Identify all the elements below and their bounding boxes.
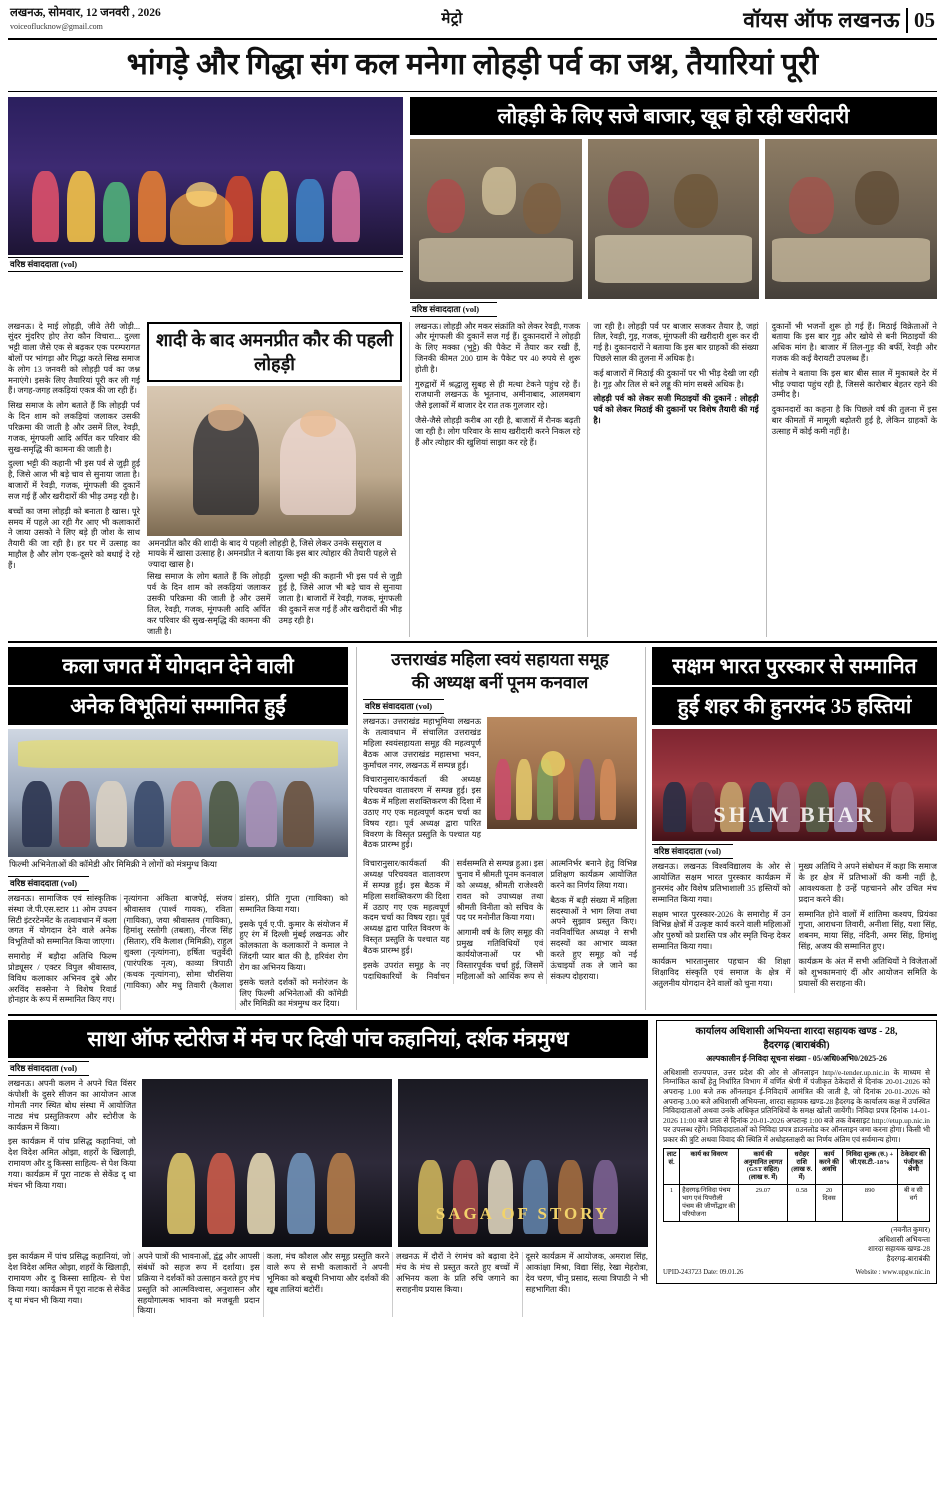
story-women-group bbox=[356, 647, 637, 1010]
th-cost: कार्य की अनुमानित लागत (GST सहित) (लाख रु. में) bbox=[739, 1148, 788, 1185]
contact-email: voiceoflucknow@gmail.com bbox=[10, 21, 103, 31]
lead-col4-body: दुकानों भी भजनों शुरू हो गई हैं। मिठाई विक्रेताओं ने बताया कि इस बार गुड़ और खोये से बनी मिठाइयों की अधिक मांग है। बाजार में तिल-गुड़ की बर्फी, रेवड़ी और गजक की कई वैरायटी उपलब्ध हैं। संतोष ने बताया कि इस बार बीस साल में मुकाबले देर में भीड़ ज्यादा पहुंच रही है, जिससे कारोबार बेहतर रहने की उम्मीद है। दुकानदारों का कहना है कि पिछले वर्ष की तुलना में इस बार कीमतों में मामूली बढ़ोतरी हुई है, लेकिन ग्राहकों के उत्साह में कोई कमी नहीं है। bbox=[771, 321, 937, 436]
lead-col2-body: लखनऊ। लोहड़ी और मकर संक्रांति को लेकर रेवड़ी, गजक और मूंगफली की दुकानें सज गई हैं। दुकानदारों ने लोहड़ी के लिए मक्का (भुट्टे) की पैकेट में तैयार कर रखी हैं, जिनकी कीमत 200 ग्राम के पैकेट पर 40 रुपये से शुरू होती है। गुरुद्वारों में श्रद्धालु सुबह से ही मत्था टेकने पहुंच रहे हैं। राजधानी लखनऊ के भूतनाथ, अमीनाबाद, आलमबाग जैसे इलाकों में बाजार देर रात तक गुलजार रहे। जैसे-जैसे लोहड़ी करीब आ रही है, बाजारों में रौनक बढ़ती जा रही है। लोग परिवार के साथ खरीदारी करने निकल रहे हैं और त्योहार की खुशियां साझा कर रहे हैं। bbox=[415, 321, 581, 447]
lead-col-4 bbox=[766, 322, 937, 638]
sign-name: (नवनीत कुमार) bbox=[890, 1225, 930, 1234]
td-class: बी व सी वर्ग bbox=[897, 1185, 929, 1222]
byline-market: वरिष्ठ संवाददाता (vol) bbox=[410, 302, 497, 317]
td-fee: 890 bbox=[842, 1185, 897, 1222]
page-number: 05 bbox=[906, 8, 935, 33]
stage-photo-block bbox=[8, 97, 403, 320]
tender-table bbox=[663, 1148, 930, 1222]
saga-banner: साथा ऑफ स्टोरीज में मंच पर दिखी पांच कहानियां, दर्शक मंत्रमुग्ध bbox=[8, 1020, 648, 1058]
masthead bbox=[0, 0, 945, 36]
saksham-byline: वरिष्ठ संवाददाता (vol) bbox=[652, 844, 733, 859]
lead-col-1 bbox=[8, 322, 140, 638]
th-work: कार्य का विवरण bbox=[680, 1148, 739, 1185]
art-banner-line2: अनेक विभूतियां सम्मानित हुईं bbox=[8, 687, 348, 725]
lead-col-3 bbox=[587, 322, 758, 638]
tender-table-header-row bbox=[664, 1148, 930, 1185]
market-photo-3 bbox=[765, 139, 937, 299]
td-emd: 0.58 bbox=[787, 1185, 815, 1222]
tender-notice-number: अल्पकालीन ई-निविदा सूचना संख्या - 05/अधि0अभि0/2025-26 bbox=[706, 1054, 887, 1064]
lead-photo-row bbox=[0, 97, 945, 320]
lead-col-2 bbox=[409, 322, 580, 638]
tender-paragraph: अधिशासी राज्यपाल, उत्तर प्रदेश की ओर से ऑनलाइन http//e-tender.up.nic.in के माध्यम से निम्नांकित कार्यों हेतु निर्धारित विभाग में वर्णित श्रेणी में पंजीकृत ठेकेदारों से दिनांक 20-01-2026 को अपरान्ह 1.00 बजे तक ऑनलाइन ई-निविदायें आमंत्रित की जाती है, जो दिनांक 20-01-2026 को अपरान्ह 3.00 बजे अधिशासी अभियन्ता, शारदा सहायक खण्ड-28 हैदरगढ़ के कार्यालय कक्ष में उपस्थित निविदादाताओं अथवा उनके अधिकृत प्रतिनिधियों के समक्ष खोली जायेंगी। निविदा प्रपत्र दिनांक 14-01-2026 11:00 बजे प्रातः से दिनांक 20-01-2026 अपरान्ह 1:00 बजे तक वेबसाइट http://etup.up.nic.in पर उपलब्ध रहेंगे। निविदादाताओं को निविदा प्रपत्र डाउनलोड कर ऑनलाइन जमा करना होगा। किसी भी प्रकार की त्रुटि अथवा विवाद की स्थिति में अधोहस्ताक्षरी का निर्णय अंतिम एवं सर्वमान्य होगा। bbox=[663, 1067, 930, 1145]
td-work: हैदरगढ़/निविदा पंचम भाग एवं पिपरौली पंचम की जीर्णोद्धार की परियोजना bbox=[680, 1185, 739, 1222]
women-group-photo bbox=[487, 717, 637, 829]
lead-col3-body: जा रही है। लोहड़ी पर्व पर बाजार सजकर तैयार है, जहां तिल, रेवड़ी, गुड़, गजक, मूंगफली की खरीदारी शुरू कर दी गई है। दुकानदारों ने बताया कि इस बार ग्राहकों की संख्या पिछले साल की तुलना में अधिक है। कई बाजारों में मिठाई की दुकानों पर भी भीड़ देखी जा रही है। गुड़ और तिल से बने लड्डू की मांग सबसे अधिक है। लोहड़ी पर्व को लेकर सजी मिठाइयों की दुकानें : लोहड़ी पर्व को लेकर मिठाई की दुकानों पर विशेष तैयारी की गई है। bbox=[593, 321, 759, 426]
wedding-body: सिख समाज के लोग बताते हैं कि लोहड़ी पर्व के दिन शाम को लकड़ियां जलाकर उसकी परिक्रमा की जाती है और उसमें तिल, रेवड़ी, गजक, मूंगफली आदि अर्पित कर परिवार की सुख-समृद्धि की कामना की जाती है। दुल्ला भट्टी की कहानी भी इस पर्व से जुड़ी हुई है, जिसे आज भी बड़े चाव से सुनाया जाता है। बाजारों में रेवड़ी, गजक, मूंगफली की दुकानें सज गई हैं और खरीदारों की भीड़ उमड़ रही है। bbox=[147, 572, 402, 636]
th-duration: कार्य करने की अवधि bbox=[816, 1148, 842, 1185]
lead-col1-body: लखनऊ। दे माई लोहड़ी, जीवे तेरी जोड़ी... सुंदर मुंदरिए होए तेरा कौन विचारा... दुल्ला भट्टी वाला जैसे एक से बढ़कर एक परम्परागत बोलों पर भांगड़ा और गिद्धा करते सिख समाज के लोग 13 जनवरी को लोहड़ी पर्व का जश्न मनाएंगे। इसके लिए तैयारियां पूरी कर ली गई हैं। जगह-जगह लकड़ियां एकत्र की जा रही हैं। सिख समाज के लोग बताते हैं कि लोहड़ी पर्व के दिन शाम को लकड़ियां जलाकर उसकी परिक्रमा की जाती है और उसमें तिल, रेवड़ी, गजक, मूंगफली आदि अर्पित कर परिवार की सुख-समृद्धि की कामना की जाती है। दुल्ला भट्टी की कहानी भी इस पर्व से जुड़ी हुई है, जिसे आज भी बड़े चाव से सुनाया जाता है। बाजारों में रेवड़ी, गजक, मूंगफली की दुकानें सज गई हैं और खरीदारों की भीड़ उमड़ रही है। बच्चों का जमा लोहड़ी को बनाता है खास। पूरे समय में पहले आ रही गैर आए भी कलाकारों ने जाया उसको ने लिए बड़े ही जोश के साथ तैयारी की जा रही है। हर घर में उत्साह का माहौल है और लोग एक-दूसरे को बधाई दे रहे हैं। bbox=[8, 321, 140, 570]
wedding-banner: शादी के बाद अमनप्रीत कौर की पहली लोहड़ी bbox=[147, 322, 402, 382]
story-saga bbox=[8, 1020, 648, 1317]
th-emd: धरोहर राशि (लाख रु. में) bbox=[787, 1148, 815, 1185]
section3-rule bbox=[8, 1014, 937, 1016]
tender-office-line-2: हैदरगढ़ (बाराबंकी) bbox=[763, 1039, 830, 1051]
tender-website: Website : www.upgw.nic.in bbox=[855, 1268, 930, 1276]
stage-photo bbox=[8, 97, 403, 255]
sign-designation: अधिशासी अभियन्ता bbox=[878, 1235, 930, 1244]
th-class: ठेकेदार की पंजीकृत श्रेणी bbox=[897, 1148, 929, 1185]
table-row bbox=[664, 1185, 930, 1222]
byline-left: वरिष्ठ संवाददाता (vol) bbox=[8, 257, 403, 272]
couple-photo bbox=[147, 386, 402, 536]
art-photo-caption: फिल्मी अभिनेताओं की कॉमेडी और मिमिक्री ने लोगों को मंत्रमुग्ध किया bbox=[9, 859, 217, 870]
saga-photo-2 bbox=[398, 1079, 648, 1247]
tender-office-line-1: कार्यालय अधिशासी अभियन्ता शारदा सहायक खण्ड - 28, bbox=[695, 1026, 898, 1038]
publication-date: लखनऊ, सोमवार, 12 जनवरी , 2026 bbox=[10, 7, 161, 19]
art-group-photo bbox=[8, 729, 348, 857]
market-banner: लोहड़ी के लिए सजे बाजार, खूब हो रही खरीदारी bbox=[410, 97, 937, 135]
award-watermark: SHAM BHAR bbox=[713, 801, 876, 827]
section-label: मेट्रो bbox=[441, 11, 463, 27]
masthead-left bbox=[10, 6, 161, 32]
lead-headline: भांगड़े और गिद्धा संग कल मनेगा लोहड़ी पर्व का जश्न, तैयारियां पूरी bbox=[126, 48, 819, 81]
art-banner-line1: कला जगत में योगदान देने वाली bbox=[8, 647, 348, 685]
wedding-block bbox=[147, 322, 402, 638]
saga-byline: वरिष्ठ संवाददाता (vol) bbox=[8, 1061, 89, 1076]
saga-watermark: SAGA OF STORY bbox=[435, 1203, 611, 1223]
section2 bbox=[0, 647, 945, 1010]
story-saksham-award bbox=[645, 647, 937, 1010]
women-headline-2: की अध्यक्ष बनीं पूनम कनवाल bbox=[411, 673, 589, 693]
women-headline-1: उत्तराखंड महिला स्वयं सहायता समूह bbox=[391, 650, 609, 670]
lead-rule bbox=[8, 91, 937, 92]
saksham-banner-1: सक्षम भारत पुरस्कार से सम्मानित bbox=[652, 647, 937, 685]
saksham-group-photo bbox=[652, 729, 937, 841]
couple-caption: अमनप्रीत कौर की शादी के बाद ये पहली लोहड़ी है, जिसे लेकर उनके ससुराल व मायके में खासा उत्साह है। अमनप्रीत ने बताया कि इस बार त्योहार की तैयारी पहले से ज्यादा खास है। bbox=[148, 537, 397, 569]
section3 bbox=[0, 1020, 945, 1317]
td-duration: 20 दिवस bbox=[816, 1185, 842, 1222]
market-photo-1 bbox=[410, 139, 582, 299]
tender-notice bbox=[656, 1020, 937, 1317]
section2-rule bbox=[8, 641, 937, 643]
tender-footer bbox=[663, 1269, 930, 1278]
women-body: विचारानुसार/कार्यकर्ता की अध्यक्ष परिचयवत वातावरण में सम्पन्न हुई। इस बैठक में महिला सशक्तिकरण की दिशा में उठाए गए एक महत्वपूर्ण कदम चर्चा का विषय रहा। पूर्व अध्यक्ष द्वारा पारित विवरण के विस्तृत प्रस्तुति के पश्चात यह बैठक प्रारम्भ हुई। इसके उपरांत समूह के नए पदाधिकारियों के निर्वाचन सर्वसम्मति से सम्पन्न हुआ। इस चुनाव में श्रीमती पूनम कनवाल को अध्यक्ष, श्रीमती राजेश्वरी रावत को उपाध्यक्ष तथा श्रीमती विनीता को सचिव के पद पर मनोनीत किया गया। आगामी वर्ष के लिए समूह की प्रमुख गतिविधियों एवं कार्ययोजनाओं पर भी विस्तारपूर्वक चर्चा हुई, जिसमें महिलाओं को आर्थिक रूप से आत्मनिर्भर बनाने हेतु विभिन्न प्रशिक्षण कार्यक्रम आयोजित करने का निर्णय लिया गया। बैठक में बड़ी संख्या में महिला सदस्याओं ने भाग लिया तथा अपने सुझाव प्रस्तुत किए। नवनिर्वाचित अध्यक्ष ने सभी सदस्यों का आभार व्यक्त करते हुए समूह को नई ऊंचाइयों तक ले जाने का संकल्प दोहराया। bbox=[363, 859, 637, 981]
td-lot: 1 bbox=[664, 1185, 680, 1222]
saga-photo-1 bbox=[142, 1079, 392, 1247]
sign-division: शारदा सहायक खण्ड-28 bbox=[868, 1245, 930, 1254]
art-byline: वरिष्ठ संवाददाता (vol) bbox=[8, 876, 89, 891]
th-fee: निविदा शुल्क (रु.) + जी.एस.टी.-18% bbox=[842, 1148, 897, 1185]
lead-text-row bbox=[0, 322, 945, 638]
td-cost: 29.07 bbox=[739, 1185, 788, 1222]
saga-body-intro: लखनऊ। अपनी कलम ने अपने चित विंसर कंपोशी के दुसरे सीजन का आयोजन आज गोमती नगर स्थित बोध संस्था में आयोजित नाट्य मंच प्रस्तुतिकरण और स्टोरीज के कार्यक्रम में किया। इस कार्यक्रम में पांच प्रसिद्ध कहानियां, जो देश विदेश अमित ओझा, शहरों के खिलाड़ी, रामायण और दु किस्सा साहित्य- से पेश किया गया। कार्यक्रम में पूरा नाटक से सेकेंड दृ था मंचन भी किया गया। bbox=[8, 1079, 136, 1190]
tender-upid: UPID-243723 Date: 09.01.26 bbox=[663, 1268, 744, 1276]
th-lot: लाट सं. bbox=[664, 1148, 680, 1185]
women-byline: वरिष्ठ संवाददाता (vol) bbox=[363, 699, 444, 714]
market-photo-block bbox=[410, 97, 937, 320]
women-body-intro: लखनऊ। उत्तराखंड महाभूमिया लखनऊ के तत्वावधान में संचालित उत्तराखंड महिला स्वयंसहायता समूह की महत्वपूर्ण बैठक आज उत्तराखंड महासभा भवन, कुर्मांचल नगर, लखनऊ में सम्पन्न हुई। विचारानुसार/कार्यकर्ता की अध्यक्ष परिचयवत वातावरण में सम्पन्न हुई। इस बैठक में महिला सशक्तिकरण की दिशा में उठाए गए एक महत्वपूर्ण कदम चर्चा का विषय रहा। पूर्व अध्यक्ष द्वारा पारित विवरण के विस्तृत प्रस्तुति के पश्चात यह बैठक प्रारम्भ हुई। bbox=[363, 717, 481, 850]
tender-signature bbox=[663, 1226, 930, 1265]
saksham-banner-2: हुई शहर की हुनरमंद 35 हस्तियां bbox=[652, 687, 937, 725]
market-photo-2 bbox=[588, 139, 760, 299]
masthead-right bbox=[743, 6, 935, 34]
story-art-awards bbox=[8, 647, 348, 1010]
art-body: लखनऊ। सामाजिक एवं सांस्कृतिक संस्था जे.पी.एस.स्टार 11 ओम उपवन सिटी इंटरटेनमेंट के तत्वावधान में कला जगत में योगदान देने वाले अनेक विभूतियों को सम्मानित किया जाएगा। समारोह में बड़ौदा अतिथि फिल्म प्रोड्यूसर / एक्टर विपुल श्रीवास्तव, विविध कलाकार अभिनव दुबे और अरविंद सक्सेना ने विशेष रिवार्ड होनहार के रूप में सम्मानित किए गए। नृत्यांगना अंकिता बाजपेई, संजय श्रीवास्तव (पार्श्व गायक), रविता (गायिका), जया श्रीवास्तव (गायिका), हिमांशु रस्तोगी (तबला), नीरज सिंह (सितार), रवि कैलाश (मिमिक्री), राहुल शुक्ला (नृत्यांगना), हर्षिता चतुर्वेदी (पारंपरिक नृत्य), काव्या त्रिपाठी (कथक नृत्यांगना), सोमा चौरसिया (गायिका) और मधु तिवारी (कैलाश डांसर), प्रीति गुप्ता (गायिका) को सम्मानित किया गया। इसके पूर्व ए.पी. कुमार के संयोजन में हुए रंग में दिल्ली मुंबई लखनऊ और कोलकाता के कलाकारों ने कमाल ने जिंदगी प्यार बात की है, हरिवंश रोग रोग का अभिनय किया। इसके चलते दर्शकों को मनोरंजन के लिए फिल्मी अभिनेताओं की कॉमेडी और मिमिक्री का मंत्रमुग्ध कर दिया। bbox=[8, 893, 348, 1009]
saga-body: इस कार्यक्रम में पांच प्रसिद्ध कहानियां, जो देश विदेश अमित ओझा, शहरों के खिलाड़ी, रामायण और दु किस्सा साहित्य- से पेश किया गया। कार्यक्रम में पूरा नाटक से सेकेंड दृ था मंचन भी किया गया। अपने पात्रों की भावनाओं, द्वंद्व और आपसी संबंधों को सहज रूप में दर्शाया। इस प्रक्रिया ने दर्शकों को उत्साहन करते हुए मंच प्रस्तुति को आत्मविश्वास, अनुशासन और सहयोगात्मक भावना को मजबूती प्रदान किया। कला, मंच कौशल और समूह प्रस्तुति करने वाले रूप से सभी कलाकारों ने अपनी भूमिका को बखूबी निभाया और दर्शकों की खूब तालियां बटोरीं। लखनऊ में दौरों ने रंगमंच को बढ़ावा देने मंच के मंच से प्रस्तुत करते हुए बच्चों में अभिनय कला के प्रति रुचि जगाने का सराहनीय प्रयास किया। दूसरे कार्यक्रम में आयोजक, अमराश सिंह, आकांक्षा मिश्रा, विद्या सिंह, रेखा मेहरोत्रा, देव चरण, चीनू प्रसाद, सत्या त्रिपाठी ने भी सहभागिता की। bbox=[8, 1252, 648, 1316]
sign-place: हैदरगढ़-बाराबंकी bbox=[886, 1255, 930, 1264]
brand-title: वॉयस ऑफ लखनऊ bbox=[743, 8, 900, 32]
saksham-body: लखनऊ। लखनऊ विश्वविद्यालय के ओर से आयोजित सक्षम भारत पुरस्कार कार्यक्रम में हुनरमंद और विशेष प्रतिभाशाली 35 हस्तियों को सम्मानित किया गया। सक्षम भारत पुरस्कार-2026 के समारोह में उन विभिन्न क्षेत्रों में उत्कृष्ट कार्य करने वाली महिलाओं और पुरुषों को प्रशस्ति पत्र और स्मृति चिन्ह देकर सम्मानित किया गया। कार्यक्रम भारतानुसार पहचान की शिक्षा शिक्षाविद संस्कृति एवं समाज के क्षेत्र में अतुलनीय योगदान देने वालों को चुना गया। मुख्य अतिथि ने अपने संबोधन में कहा कि समाज के हर क्षेत्र में प्रतिभाओं की कमी नहीं है, आवश्यकता है उन्हें पहचानने और उचित मंच प्रदान करने की। सम्मानित होने वालों में शांतिमा कश्यप, प्रियंका गुप्ता, आराधना तिवारी, अनीशा सिंह, यशा सिंह, शबनम, माया सिंह, नंदिनी, अमर सिंह, हिमांशु सिंह, अजय की सम्मानित हुए। कार्यक्रम के अंत में सभी अतिथियों ने विजेताओं को शुभकामनाएं दीं और आयोजन समिति के प्रयासों की सराहना की। bbox=[652, 862, 937, 988]
